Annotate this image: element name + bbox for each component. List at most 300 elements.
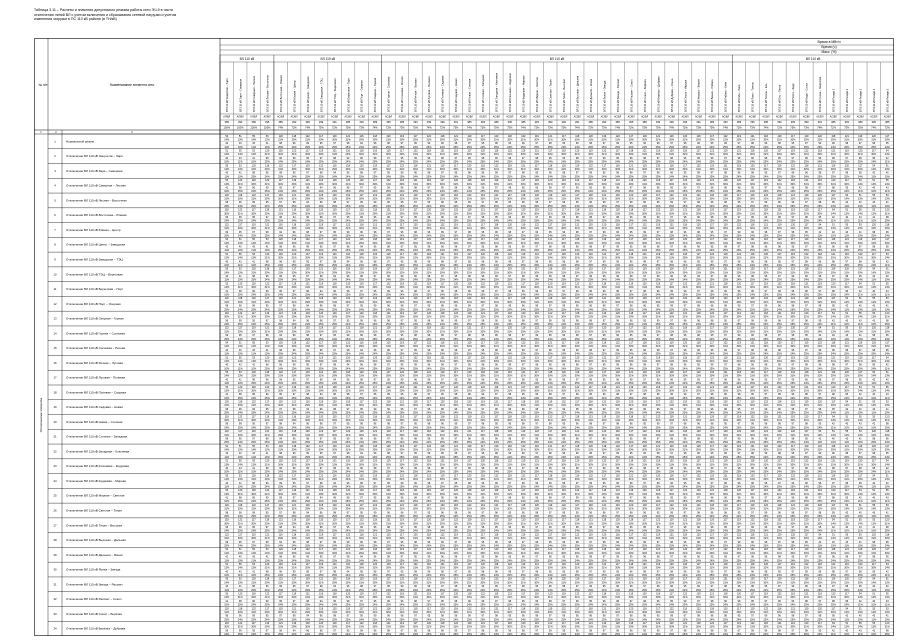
cell-percent: 30% bbox=[521, 404, 527, 407]
cell-percent: 31% bbox=[426, 271, 432, 274]
cell-value: 97 bbox=[589, 467, 592, 470]
cell-value: 119 bbox=[508, 268, 513, 271]
cell-percent: 25% bbox=[467, 205, 473, 208]
cell-percent: 30% bbox=[238, 404, 244, 407]
cell-value: 118 bbox=[494, 150, 499, 153]
cell-percent: 25% bbox=[521, 471, 527, 474]
cell-percent: 30% bbox=[817, 389, 823, 392]
cell-value: 96 bbox=[616, 231, 619, 234]
cell-value: 53 bbox=[252, 150, 255, 153]
cell-percent: 30% bbox=[224, 419, 230, 422]
cell-value: 98 bbox=[630, 408, 633, 411]
cell-value: 117 bbox=[387, 371, 392, 374]
cell-value: 118 bbox=[643, 297, 648, 300]
cell-value: 97 bbox=[643, 172, 646, 175]
cell-value: 119 bbox=[373, 371, 378, 374]
cell-value: 41 bbox=[239, 275, 242, 278]
cell-percent: 30% bbox=[669, 389, 675, 392]
cell-percent: 30% bbox=[790, 242, 796, 245]
cell-percent: 25% bbox=[359, 397, 365, 400]
cell-value: 119 bbox=[737, 312, 742, 315]
cell-percent: 14% bbox=[831, 212, 837, 215]
cell-value: 119 bbox=[724, 460, 729, 463]
cell-percent: 30% bbox=[723, 286, 729, 289]
cell-value: 118 bbox=[535, 282, 540, 285]
cell-value: 118 bbox=[508, 415, 513, 418]
cell-percent: 25% bbox=[642, 234, 648, 237]
cell-percent: 25% bbox=[656, 441, 662, 444]
cell-value: 55 bbox=[239, 150, 242, 153]
cell-percent: 29% bbox=[305, 198, 311, 201]
cell-percent: 31% bbox=[534, 198, 540, 201]
cell-percent: 30% bbox=[507, 271, 513, 274]
cell-percent: 31% bbox=[817, 449, 823, 452]
cell-percent: 25% bbox=[373, 367, 379, 370]
cell-percent: 31% bbox=[251, 271, 257, 274]
cell-value: 119 bbox=[292, 386, 297, 389]
cell-value: 117 bbox=[710, 327, 715, 330]
cell-value: 120 bbox=[872, 223, 877, 226]
cell-value: 98 bbox=[576, 334, 579, 337]
cell-value: 95 bbox=[279, 290, 282, 293]
cell-value: 119 bbox=[791, 415, 796, 418]
cell-percent: 30% bbox=[453, 330, 459, 333]
column-percent: 74% bbox=[426, 126, 432, 130]
cell-percent: 31% bbox=[386, 316, 392, 319]
cell-value: 99 bbox=[441, 437, 444, 440]
cell-percent: 30% bbox=[359, 434, 365, 437]
cell-percent: 24% bbox=[305, 471, 311, 474]
cell-value: 94 bbox=[306, 305, 309, 308]
cell-value: 97 bbox=[778, 437, 781, 440]
cell-percent: 30% bbox=[615, 271, 621, 274]
cell-percent: 30% bbox=[373, 138, 379, 141]
cell-percent: 31% bbox=[750, 242, 756, 245]
cell-value: 120 bbox=[629, 194, 634, 197]
cell-value: 97 bbox=[832, 172, 835, 175]
cell-value: 98 bbox=[697, 437, 700, 440]
cell-value: 98 bbox=[374, 334, 377, 337]
cell-percent: 25% bbox=[642, 279, 648, 282]
cell-value: 95 bbox=[374, 290, 377, 293]
cell-value: 118 bbox=[252, 179, 257, 182]
cell-value: 95 bbox=[414, 319, 417, 322]
cell-value: 98 bbox=[360, 172, 363, 175]
cell-percent: 25% bbox=[615, 323, 621, 326]
cell-percent: 25% bbox=[669, 205, 675, 208]
cell-value: 119 bbox=[346, 401, 351, 404]
column-header: ВЛ 110 кВ Восточная – Южная bbox=[279, 75, 283, 112]
cell-percent: 30% bbox=[480, 198, 486, 201]
cell-value: 117 bbox=[845, 282, 850, 285]
cell-percent: 29% bbox=[292, 419, 298, 422]
cell-percent: 25% bbox=[683, 353, 689, 356]
cell-value: 118 bbox=[616, 371, 621, 374]
cell-value: 98 bbox=[657, 275, 660, 278]
cell-value: 118 bbox=[804, 164, 809, 167]
cell-percent: 31% bbox=[305, 449, 311, 452]
cell-percent: 14% bbox=[238, 257, 244, 260]
cell-value: 98 bbox=[657, 246, 660, 249]
cell-value: 121 bbox=[306, 386, 311, 389]
cell-value: 98 bbox=[455, 393, 458, 396]
cell-percent: 30% bbox=[265, 212, 271, 215]
cell-value: 120 bbox=[669, 460, 674, 463]
cell-percent: 31% bbox=[426, 375, 432, 378]
cell-value: 117 bbox=[724, 209, 729, 212]
cell-value: 120 bbox=[265, 460, 270, 463]
cell-percent: 31% bbox=[750, 449, 756, 452]
cell-percent: 25% bbox=[885, 220, 891, 223]
cell-value: 118 bbox=[400, 386, 405, 389]
cell-value: 96 bbox=[293, 142, 296, 145]
cell-percent: 24% bbox=[399, 234, 405, 237]
cell-value: 98 bbox=[522, 216, 525, 219]
cell-value: 119 bbox=[454, 223, 459, 226]
cell-percent: 25% bbox=[426, 353, 432, 356]
cell-percent: 30% bbox=[804, 449, 810, 452]
cell-value: 120 bbox=[238, 282, 243, 285]
row-name: Отключение ВЛ 110 кВ Луговая – Полевая bbox=[66, 376, 125, 380]
cell-percent: 25% bbox=[669, 441, 675, 444]
cell-percent: 30% bbox=[251, 286, 257, 289]
cell-percent: 24% bbox=[494, 426, 500, 429]
cell-percent: 25% bbox=[736, 397, 742, 400]
cell-value: 119 bbox=[777, 327, 782, 330]
cell-value: 117 bbox=[791, 238, 796, 241]
cell-value: 122 bbox=[818, 341, 823, 344]
cell-value: 99 bbox=[239, 319, 242, 322]
cell-percent: 25% bbox=[386, 323, 392, 326]
cell-percent: 30% bbox=[831, 404, 837, 407]
cell-percent: 31% bbox=[507, 360, 513, 363]
cell-percent: 30% bbox=[332, 434, 338, 437]
cell-value: 95 bbox=[845, 393, 848, 396]
cell-percent: 13% bbox=[885, 301, 891, 304]
cell-value: 97 bbox=[751, 305, 754, 308]
cell-percent: 24% bbox=[346, 175, 352, 178]
cell-percent: 30% bbox=[615, 227, 621, 230]
cell-value: 97 bbox=[589, 260, 592, 263]
cell-percent: 30% bbox=[777, 375, 783, 378]
cell-percent: 25% bbox=[736, 146, 742, 149]
cell-value: 98 bbox=[374, 467, 377, 470]
cell-percent: 24% bbox=[332, 190, 338, 193]
cell-percent: 31% bbox=[494, 242, 500, 245]
cell-value: 97 bbox=[508, 275, 511, 278]
column-code: АС/ВЛ bbox=[655, 116, 663, 119]
group-header: ВЛ 110 кВ bbox=[550, 57, 565, 61]
cell-percent: 31% bbox=[602, 153, 608, 156]
cell-percent: 25% bbox=[292, 367, 298, 370]
cell-value: 41 bbox=[266, 349, 269, 352]
cell-percent: 24% bbox=[251, 294, 257, 297]
cell-percent: 11% bbox=[224, 146, 230, 149]
cell-value: 122 bbox=[225, 327, 230, 330]
cell-value: 120 bbox=[535, 401, 540, 404]
cell-percent: 14% bbox=[871, 301, 877, 304]
cell-percent: 30% bbox=[817, 419, 823, 422]
cell-percent: 30% bbox=[790, 183, 796, 186]
cell-value: 95 bbox=[481, 231, 484, 234]
cell-value: 119 bbox=[521, 430, 526, 433]
cell-value: 40 bbox=[872, 186, 875, 189]
cell-percent: 30% bbox=[656, 330, 662, 333]
cell-percent: 31% bbox=[656, 419, 662, 422]
column-value: 391 bbox=[332, 120, 337, 124]
cell-value: 117 bbox=[292, 164, 297, 167]
cell-percent: 31% bbox=[656, 168, 662, 171]
cell-percent: 29% bbox=[346, 463, 352, 466]
column-code: АС/ВЛ bbox=[479, 116, 487, 119]
cell-value: 119 bbox=[804, 401, 809, 404]
cell-value: 95 bbox=[414, 246, 417, 249]
cell-percent: 25% bbox=[736, 264, 742, 267]
cell-value: 98 bbox=[589, 319, 592, 322]
cell-percent: 30% bbox=[588, 463, 594, 466]
cell-value: 97 bbox=[832, 378, 835, 381]
cell-percent: 31% bbox=[494, 198, 500, 201]
cell-value: 119 bbox=[804, 297, 809, 300]
cell-percent: 25% bbox=[346, 249, 352, 252]
cell-value: 119 bbox=[791, 209, 796, 212]
cell-percent: 25% bbox=[736, 426, 742, 429]
cell-percent: 30% bbox=[494, 330, 500, 333]
column-header: ВЛ 110 кВ Береговая – Порт bbox=[346, 77, 350, 112]
cell-value: 119 bbox=[400, 135, 405, 138]
cell-value: 99 bbox=[751, 216, 754, 219]
cell-value: 119 bbox=[670, 135, 675, 138]
cell-percent: 14% bbox=[251, 345, 257, 348]
cell-value: 118 bbox=[764, 209, 769, 212]
cell-value: 121 bbox=[292, 297, 297, 300]
cell-percent: 25% bbox=[858, 367, 864, 370]
cell-percent: 24% bbox=[723, 426, 729, 429]
cell-value: 98 bbox=[589, 142, 592, 145]
cell-value: 98 bbox=[549, 349, 552, 352]
cell-value: 122 bbox=[683, 386, 688, 389]
cell-value: 99 bbox=[792, 378, 795, 381]
cell-percent: 31% bbox=[736, 360, 742, 363]
cell-percent: 25% bbox=[440, 367, 446, 370]
cell-value: 98 bbox=[845, 349, 848, 352]
cell-percent: 25% bbox=[736, 234, 742, 237]
cell-value: 117 bbox=[858, 268, 863, 271]
cell-percent: 31% bbox=[575, 286, 581, 289]
cell-percent: 25% bbox=[305, 441, 311, 444]
cell-percent: 25% bbox=[265, 323, 271, 326]
cell-percent: 31% bbox=[790, 271, 796, 274]
cell-value: 98 bbox=[738, 290, 741, 293]
cell-percent: 25% bbox=[453, 441, 459, 444]
cell-percent: 25% bbox=[750, 249, 756, 252]
cell-value: 122 bbox=[750, 415, 755, 418]
cell-percent: 24% bbox=[413, 146, 419, 149]
cell-percent: 30% bbox=[305, 375, 311, 378]
cell-percent: 24% bbox=[885, 338, 891, 341]
cell-percent: 30% bbox=[534, 242, 540, 245]
cell-value: 118 bbox=[508, 135, 513, 138]
cell-value: 120 bbox=[413, 223, 418, 226]
row-number: 5 bbox=[54, 198, 56, 202]
cell-value: 119 bbox=[467, 135, 472, 138]
cell-value: 121 bbox=[279, 312, 284, 315]
cell-value: 120 bbox=[764, 253, 769, 256]
cell-value: 119 bbox=[710, 371, 715, 374]
cell-value: 43 bbox=[252, 142, 255, 145]
cell-value: 42 bbox=[832, 216, 835, 219]
cell-percent: 31% bbox=[790, 198, 796, 201]
cell-percent: 31% bbox=[885, 316, 891, 319]
cell-percent: 25% bbox=[251, 412, 257, 415]
cell-value: 96 bbox=[616, 275, 619, 278]
cell-percent: 30% bbox=[386, 168, 392, 171]
cell-value: 95 bbox=[684, 172, 687, 175]
cell-percent: 30% bbox=[292, 138, 298, 141]
cell-percent: 30% bbox=[399, 242, 405, 245]
cell-value: 118 bbox=[764, 415, 769, 418]
cell-percent: 24% bbox=[615, 279, 621, 282]
cell-percent: 30% bbox=[494, 389, 500, 392]
cell-percent: 31% bbox=[453, 316, 459, 319]
cell-percent: 25% bbox=[426, 175, 432, 178]
cell-value: 117 bbox=[562, 135, 567, 138]
column-value: 399 bbox=[562, 120, 567, 124]
cell-percent: 24% bbox=[359, 412, 365, 415]
cell-value: 97 bbox=[401, 349, 404, 352]
cell-value: 120 bbox=[440, 401, 445, 404]
cell-percent: 30% bbox=[386, 330, 392, 333]
cell-percent: 30% bbox=[736, 375, 742, 378]
cell-percent: 25% bbox=[844, 249, 850, 252]
cell-percent: 30% bbox=[723, 463, 729, 466]
cell-value: 120 bbox=[643, 386, 648, 389]
cell-percent: 30% bbox=[575, 198, 581, 201]
cell-value: 97 bbox=[778, 275, 781, 278]
cell-value: 97 bbox=[387, 364, 390, 367]
cell-value: 118 bbox=[764, 238, 769, 241]
cell-percent: 24% bbox=[602, 190, 608, 193]
cell-percent: 30% bbox=[615, 463, 621, 466]
cell-percent: 24% bbox=[399, 367, 405, 370]
cell-percent: 25% bbox=[615, 397, 621, 400]
column-code: АС/ВЛ bbox=[587, 116, 595, 119]
cell-percent: 31% bbox=[265, 434, 271, 437]
cell-percent: 31% bbox=[736, 257, 742, 260]
cell-value: 117 bbox=[575, 297, 580, 300]
cell-percent: 25% bbox=[777, 456, 783, 459]
cell-value: 119 bbox=[521, 356, 526, 359]
cell-value: 97 bbox=[441, 378, 444, 381]
cell-value: 120 bbox=[413, 430, 418, 433]
cell-value: 95 bbox=[239, 437, 242, 440]
cell-percent: 31% bbox=[561, 168, 567, 171]
cell-value: 122 bbox=[683, 282, 688, 285]
cell-value: 54 bbox=[859, 179, 862, 182]
cell-value: 96 bbox=[697, 216, 700, 219]
cell-percent: 31% bbox=[507, 183, 513, 186]
cell-value: 121 bbox=[791, 194, 796, 197]
cell-percent: 25% bbox=[507, 234, 513, 237]
cell-percent: 24% bbox=[440, 294, 446, 297]
cell-percent: 25% bbox=[629, 279, 635, 282]
cell-percent: 25% bbox=[534, 471, 540, 474]
cell-percent: 24% bbox=[251, 323, 257, 326]
cell-value: 97 bbox=[765, 186, 768, 189]
cell-percent: 30% bbox=[736, 212, 742, 215]
cell-percent: 30% bbox=[736, 198, 742, 201]
cell-value: 122 bbox=[292, 460, 297, 463]
cell-value: 119 bbox=[858, 135, 863, 138]
cell-percent: 31% bbox=[629, 404, 635, 407]
cell-percent: 11% bbox=[224, 175, 230, 178]
cell-value: 99 bbox=[711, 260, 714, 263]
cell-percent: 31% bbox=[750, 168, 756, 171]
cell-value: 122 bbox=[400, 164, 405, 167]
cell-value: 97 bbox=[751, 201, 754, 204]
cell-value: 118 bbox=[508, 341, 513, 344]
cell-percent: 30% bbox=[305, 212, 311, 215]
cell-percent: 30% bbox=[790, 153, 796, 156]
cell-value: 97 bbox=[468, 319, 471, 322]
cell-value: 99 bbox=[441, 231, 444, 234]
cell-percent: 31% bbox=[386, 286, 392, 289]
cell-percent: 24% bbox=[790, 456, 796, 459]
cell-percent: 30% bbox=[399, 227, 405, 230]
cell-value: 98 bbox=[738, 186, 741, 189]
cell-value: 120 bbox=[359, 268, 364, 271]
cell-value: 121 bbox=[454, 135, 459, 138]
cell-percent: 30% bbox=[804, 434, 810, 437]
cell-value: 117 bbox=[481, 445, 486, 448]
cell-percent: 24% bbox=[319, 190, 325, 193]
cell-value: 120 bbox=[589, 341, 594, 344]
cell-percent: 30% bbox=[319, 198, 325, 201]
cell-value: 117 bbox=[629, 135, 634, 138]
cell-percent: 30% bbox=[723, 257, 729, 260]
cell-value: 51 bbox=[872, 386, 875, 389]
cell-value: 98 bbox=[751, 142, 754, 145]
cell-value: 55 bbox=[252, 445, 255, 448]
cell-percent: 25% bbox=[534, 441, 540, 444]
cell-value: 97 bbox=[589, 437, 592, 440]
cell-percent: 30% bbox=[817, 153, 823, 156]
cell-value: 95 bbox=[414, 142, 417, 145]
cell-value: 98 bbox=[306, 393, 309, 396]
cell-value: 117 bbox=[481, 223, 486, 226]
cell-value: 98 bbox=[751, 349, 754, 352]
column-percent: 74% bbox=[521, 126, 527, 130]
cell-value: 121 bbox=[454, 238, 459, 241]
cell-value: 98 bbox=[603, 231, 606, 234]
cell-percent: 24% bbox=[750, 190, 756, 193]
cell-value: 121 bbox=[467, 327, 472, 330]
cell-percent: 30% bbox=[683, 301, 689, 304]
cell-value: 98 bbox=[859, 260, 862, 263]
cell-percent: 25% bbox=[763, 294, 769, 297]
cell-percent: 25% bbox=[804, 264, 810, 267]
cell-value: 97 bbox=[711, 378, 714, 381]
cell-percent: 24% bbox=[426, 412, 432, 415]
cell-percent: 24% bbox=[440, 456, 446, 459]
cell-percent: 30% bbox=[696, 286, 702, 289]
cell-value: 118 bbox=[750, 253, 755, 256]
cell-percent: 25% bbox=[534, 205, 540, 208]
cell-value: 98 bbox=[886, 423, 889, 426]
cell-percent: 31% bbox=[683, 389, 689, 392]
cell-value: 98 bbox=[535, 157, 538, 160]
cell-percent: 30% bbox=[656, 301, 662, 304]
